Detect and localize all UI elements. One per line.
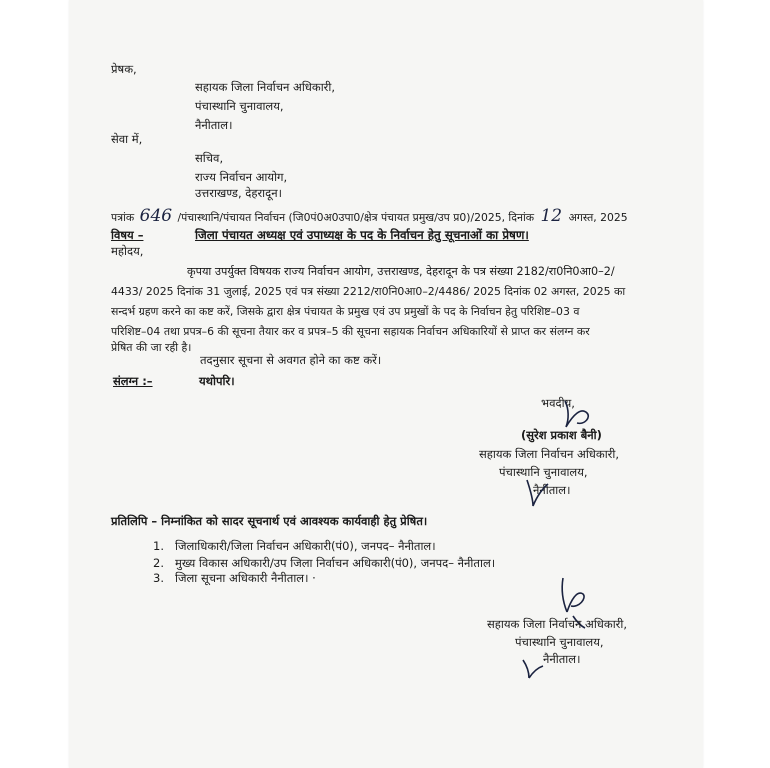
signature-1-line-2: पंचास्थानि चुनावालय, bbox=[499, 465, 588, 479]
sender-line-2: पंचास्थानि चुनावालय, bbox=[195, 99, 284, 113]
signature-1-line-1: सहायक जिला निर्वाचन अधिकारी, bbox=[479, 447, 620, 461]
enclosure-label: संलग्न :– bbox=[113, 374, 153, 388]
letter-page bbox=[69, 0, 703, 768]
recipient-line-1: सचिव, bbox=[195, 151, 224, 165]
signature-2-line-2: पंचास्थानि चुनावालय, bbox=[515, 635, 604, 649]
body-line-5: प्रेषित की जा रही है। bbox=[111, 341, 192, 354]
handwritten-day: 12 bbox=[540, 206, 563, 226]
salutation: महोदय, bbox=[111, 244, 144, 258]
copy-item-3-text: जिला सूचना अधिकारी नैनीताल। · bbox=[175, 571, 316, 585]
regards-text: भवदीय, bbox=[541, 396, 575, 410]
copy-item-3-num: 3. bbox=[153, 571, 164, 585]
copy-item-2-num: 2. bbox=[153, 556, 164, 570]
recipient-line-2: राज्य निर्वाचन आयोग, bbox=[195, 170, 288, 184]
body-line-3: सन्दर्भ ग्रहण करने का कष्ट करें, जिसके द्वारा क्षेत्र पंचायत के प्रमुख एवं उप प्रमुखों के पद के निर्वाचन हेतु परिशिष्ट–03 व bbox=[111, 305, 580, 318]
closing-line: तदनुसार सूचना से अवगत होने का कष्ट करें। bbox=[200, 353, 382, 367]
subject-text: जिला पंचायत अध्यक्ष एवं उपाध्यक्ष के पद के निर्वाचन हेतु सूचनाओं का प्रेषण। bbox=[195, 228, 529, 242]
subject-label: विषय – bbox=[111, 228, 144, 242]
copy-item-1-num: 1. bbox=[153, 539, 164, 553]
signatory-name: (सुरेश प्रकाश बैनी) bbox=[521, 428, 602, 442]
body-line-1: कृपया उपर्युक्त विषयक राज्य निर्वाचन आयोग, उत्तराखण्ड, देहरादून के पत्र संख्या 2182/रा0नि0आ0–2/ bbox=[187, 265, 615, 278]
sender-label: प्रेषक, bbox=[111, 62, 137, 76]
signature-2-line-3: नैनीताल। bbox=[543, 652, 581, 666]
copy-to-heading: प्रतिलिपि – निम्नांकित को सादर सूचनार्थ एवं आवश्यक कार्यवाही हेतु प्रेषित। bbox=[111, 514, 428, 528]
reference-prefix: पत्रांक bbox=[111, 211, 135, 224]
signature-1-line-3: नैनीताल। bbox=[533, 483, 571, 497]
body-line-4: परिशिष्ट–04 तथा प्रपत्र–6 की सूचना तैयार कर व प्रपत्र–5 की सूचना सहायक निर्वाचन अधिकारियों से प्राप्त कर संलग्न कर bbox=[111, 325, 590, 338]
reference-middle: /पंचास्थानि/पंचायत निर्वाचन (जि0पं0अ0उपा0/क्षेत्र पंचायत प्रमुख/उप प्र0)/2025, दिनांक bbox=[177, 211, 535, 224]
reference-suffix: अगस्त, 2025 bbox=[568, 211, 628, 224]
recipient-label: सेवा में, bbox=[111, 132, 143, 146]
signature-2-line-1: सहायक जिला निर्वाचन अधिकारी, bbox=[487, 617, 628, 631]
recipient-line-3: उत्तराखण्ड, देहरादून। bbox=[195, 186, 283, 200]
sender-line-3: नैनीताल। bbox=[195, 118, 233, 132]
enclosure-value: यथोपरि। bbox=[199, 374, 235, 388]
copy-item-2-text: मुख्य विकास अधिकारी/उप जिला निर्वाचन अधिकारी(पं0), जनपद– नैनीताल। bbox=[175, 556, 496, 570]
body-line-2: 4433/ 2025 दिनांक 31 जुलाई, 2025 एवं पत्र संख्या 2212/रा0नि0आ0–2/4486/ 2025 दिनांक 02 अगस्त, 2025 का bbox=[111, 285, 626, 298]
sender-line-1: सहायक जिला निर्वाचन अधिकारी, bbox=[195, 80, 336, 94]
letter-reference bbox=[111, 206, 681, 226]
handwritten-letter-number: 646 bbox=[139, 206, 173, 226]
copy-item-1-text: जिलाधिकारी/जिला निर्वाचन अधिकारी(पं0), जनपद– नैनीताल। bbox=[175, 539, 436, 553]
